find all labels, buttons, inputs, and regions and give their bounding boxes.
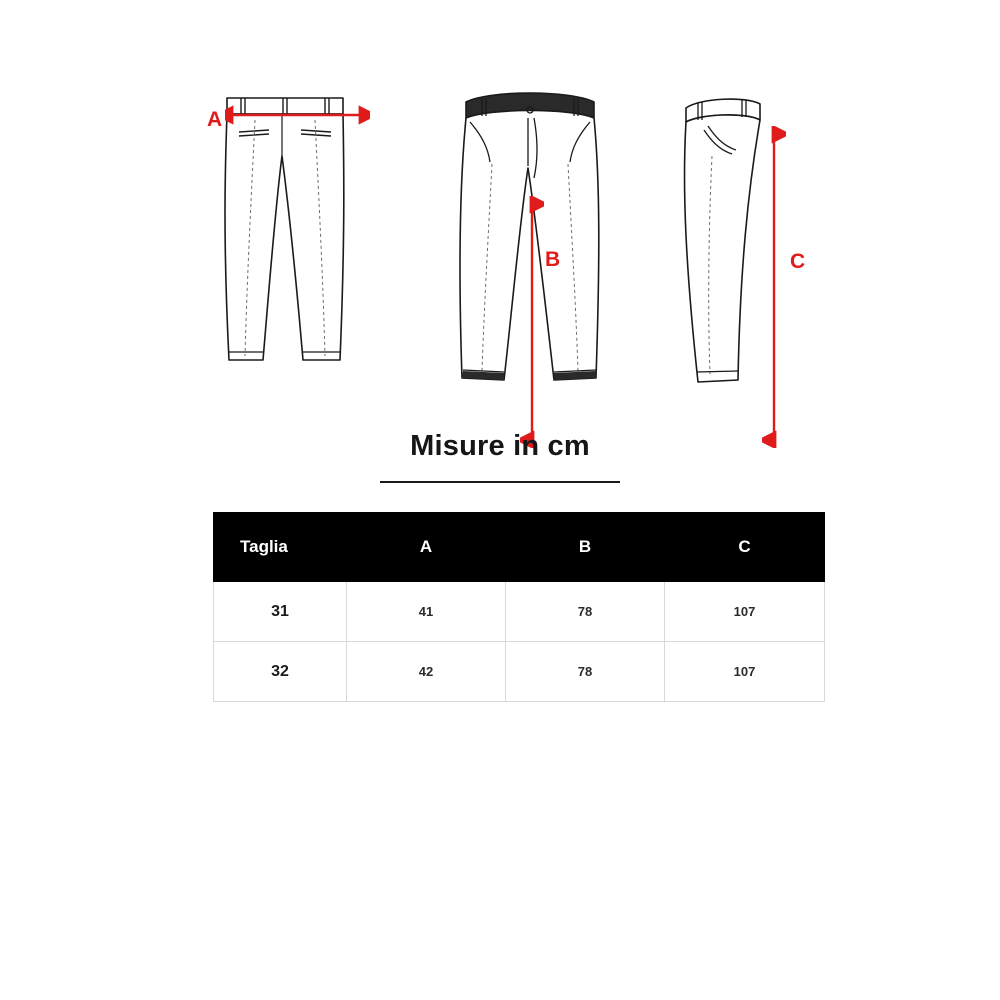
measure-label-c: C (790, 250, 806, 273)
table-row (214, 642, 825, 702)
cell-a: 42 (347, 642, 506, 702)
size-chart-table (213, 512, 825, 702)
measure-c-arrow (762, 126, 786, 448)
page-title: Misure in cm (410, 430, 590, 462)
cell-a: 41 (347, 582, 506, 642)
column-header-b: B (506, 513, 665, 582)
column-header-a: A (347, 513, 506, 582)
measure-b-arrow (520, 196, 544, 448)
measure-label-a: A (207, 108, 223, 131)
table-header-row (214, 513, 825, 582)
cell-b: 78 (506, 582, 665, 642)
title-divider (380, 481, 620, 483)
table-row (214, 582, 825, 642)
size-guide-diagram (0, 60, 1000, 420)
column-header-c: C (665, 513, 825, 582)
cell-size: 32 (214, 642, 347, 702)
cell-b: 78 (506, 642, 665, 702)
measure-label-b: B (545, 248, 561, 271)
cell-c: 107 (665, 582, 825, 642)
cell-c: 107 (665, 642, 825, 702)
measure-a-arrow (225, 102, 370, 128)
cell-size: 31 (214, 582, 347, 642)
trousers-side-view (660, 60, 820, 405)
table-title-block (0, 430, 1000, 483)
column-header-size: Taglia (214, 513, 347, 582)
